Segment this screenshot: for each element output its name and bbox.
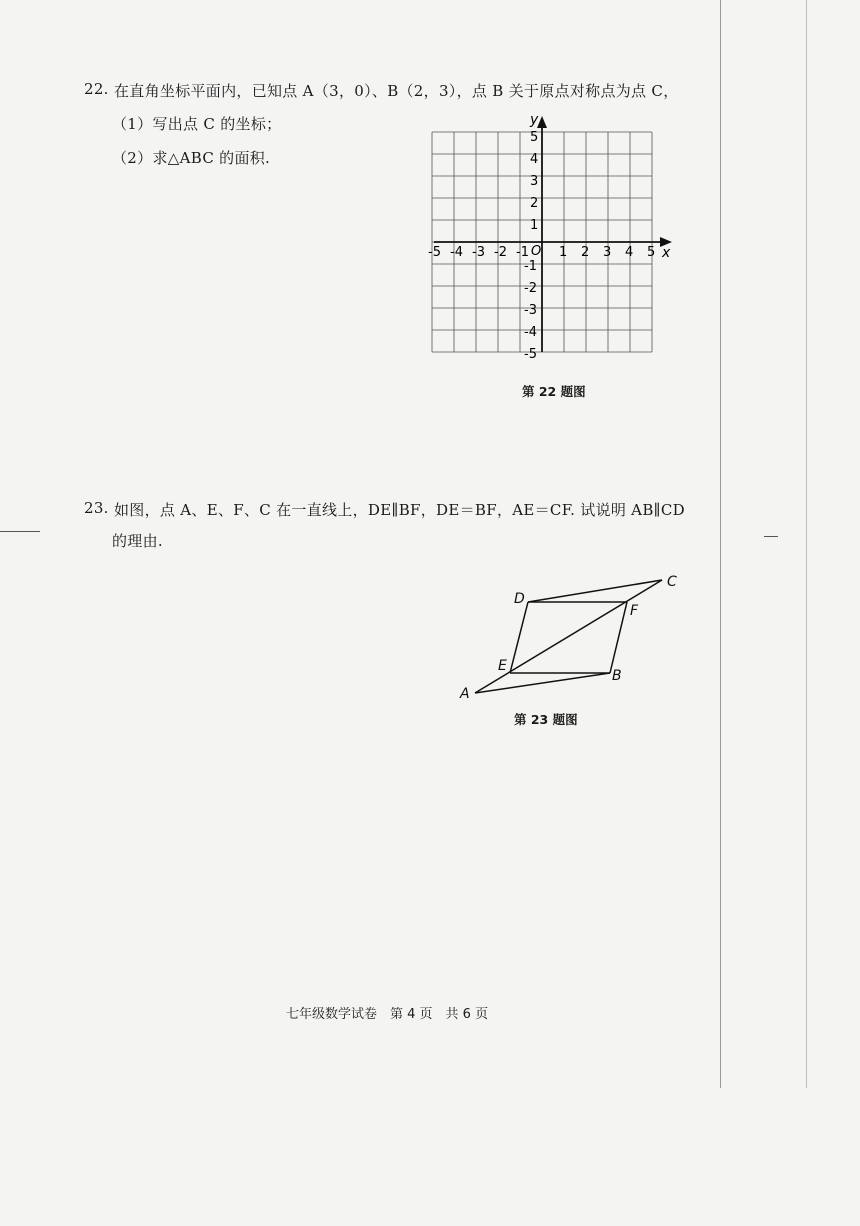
- y-tick-label: -3: [524, 303, 537, 318]
- x-tick-label: -4: [450, 245, 463, 260]
- segment-FB: [610, 602, 627, 673]
- y-tick-label: -5: [524, 347, 537, 362]
- question-22-stem: 在直角坐标平面内，已知点 A（3，0）、B（2，3），点 B 关于原点对称点为点 C，: [114, 82, 679, 100]
- x-axis-label: x: [662, 245, 671, 261]
- scan-margin-line: [806, 0, 807, 1088]
- y-tick-label: 5: [530, 130, 539, 145]
- question-23-stem: 如图，点 A、E、F、C 在一直线上，DE∥BF，DE＝BF，AE＝CF. 试说明 AB∥CD: [114, 501, 685, 519]
- scan-edge-mark: [764, 536, 778, 537]
- origin-label: O: [531, 244, 542, 259]
- parallelogram-figure: [455, 570, 685, 705]
- segment-AC: [475, 580, 662, 693]
- y-tick-label: -2: [524, 281, 537, 296]
- question-23-number: 23.: [84, 499, 109, 517]
- y-tick-label: -1: [524, 259, 537, 274]
- page-footer: 七年级数学试卷 第 4 页 共 6 页: [286, 1007, 489, 1022]
- point-label-B: B: [612, 668, 622, 684]
- point-label-C: C: [667, 574, 677, 590]
- y-tick-label: 3: [530, 174, 539, 189]
- x-tick-label: -2: [494, 245, 507, 260]
- point-label-A: A: [460, 686, 470, 702]
- x-tick-label: -1: [516, 245, 529, 260]
- point-label-E: E: [498, 658, 507, 674]
- x-tick-label: -5: [428, 245, 441, 260]
- figure-23-caption: 第 23 题图: [514, 712, 578, 727]
- point-label-F: F: [630, 603, 639, 619]
- coordinate-grid-figure: [420, 110, 680, 370]
- question-22-part-2: （2）求△ABC 的面积.: [112, 149, 271, 167]
- question-23-stem-continued: 的理由.: [112, 532, 163, 550]
- axes: [434, 112, 672, 352]
- y-tick-label: 4: [530, 152, 539, 167]
- y-axis-arrow-icon: [537, 116, 547, 128]
- y-axis-label: y: [530, 112, 539, 128]
- x-tick-label: 4: [625, 245, 634, 260]
- segment-DC: [528, 580, 662, 602]
- x-tick-label: 1: [559, 245, 568, 260]
- x-tick-label: -3: [472, 245, 485, 260]
- point-label-D: D: [514, 591, 525, 607]
- figure-22-caption: 第 22 题图: [522, 384, 586, 399]
- question-22-number: 22.: [84, 80, 109, 98]
- x-tick-label: 5: [647, 245, 656, 260]
- y-tick-label: 1: [530, 218, 539, 233]
- segment-AB: [475, 673, 610, 693]
- x-tick-label: 3: [603, 245, 612, 260]
- x-tick-label: 2: [581, 245, 590, 260]
- y-tick-label: 2: [530, 196, 539, 211]
- y-tick-label: -4: [524, 325, 537, 340]
- scan-margin-line: [720, 0, 721, 1088]
- question-22-part-1: （1）写出点 C 的坐标；: [112, 115, 282, 133]
- scan-edge-mark: [0, 531, 40, 532]
